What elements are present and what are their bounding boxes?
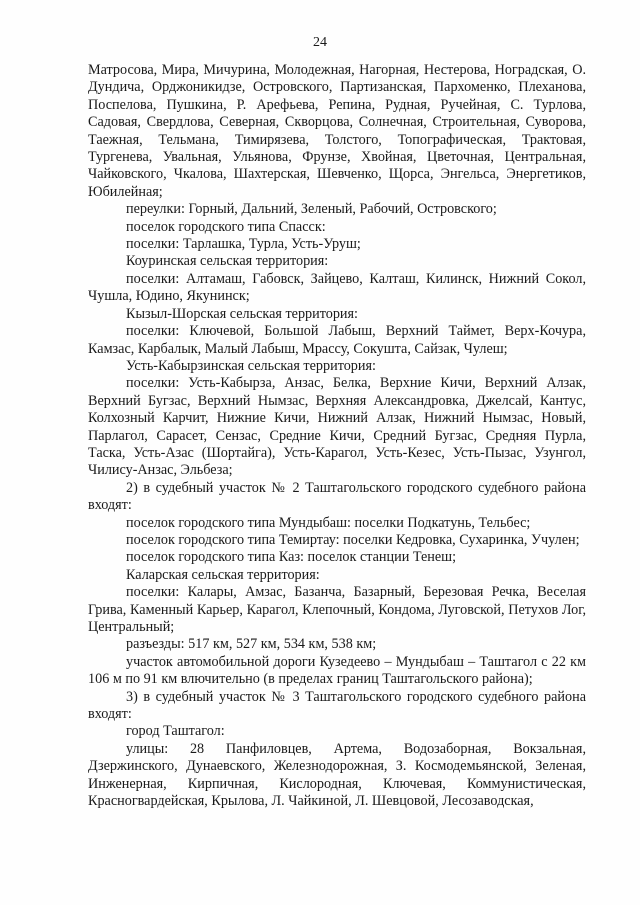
paragraph: Кызыл-Шорская сельская территория:: [126, 305, 358, 322]
paragraph: поселки: Калары, Амзас, Базанча, Базарный, Березовая Речка, Веселая Грива, Каменный Карьер, Карагол, Клепочный, Кондома, Луговской, Петухов Лог, Центральный;: [88, 584, 586, 635]
paragraph: Коуринская сельская территория:: [126, 253, 329, 270]
paragraph: город Таштагол:: [126, 723, 225, 740]
paragraph: участок автомобильной дороги Кузедеево – Мундыбаш – Таштагол с 22 км 106 м по 91 км влючительно (в пределах границ Таштагольского района);: [88, 653, 586, 688]
paragraph: поселок городского типа Каз: поселок станции Тенеш;: [126, 549, 457, 566]
paragraph: переулки: Горный, Дальний, Зеленый, Рабочий, Островского;: [126, 201, 497, 218]
paragraph: поселки: Ключевой, Большой Лабыш, Верхний Таймет, Верх-Кочура, Камзас, Карбалык, Малый Лабыш, Мрассу, Сокушта, Сайзак, Чулеш;: [88, 323, 586, 357]
document-body: [88, 62, 586, 810]
paragraph: поселки: Тарлашка, Турла, Усть-Уруш;: [126, 236, 361, 253]
paragraph: поселки: Усть-Кабырза, Анзас, Белка, Верхние Кичи, Верхний Алзак, Верхний Бугзас, Верхний Нымзас, Верхняя Александровка, Джелсай, Кантус, Колхозный Карчит, Нижние Кичи, Нижний Алзак, Нижний Нымзас, Новый, Парлагол, Сарасет, Сензас, Средние Кичи, Средний Бугзас, Средняя Пурла, Таска, Усть-Азас (Шортайга), Усть-Карагол, Усть-Кезес, Усть-Пызас, Узунгол, Чилису-Анзас, Эльбеза;: [88, 375, 586, 479]
paragraph: разъезды: 517 км, 527 км, 534 км, 538 км;: [126, 636, 377, 653]
paragraph: поселок городского типа Мундыбаш: поселки Подкатунь, Тельбес;: [126, 514, 531, 531]
paragraph: поселок городского типа Спасск:: [126, 218, 326, 235]
page-number: 24: [313, 35, 327, 50]
paragraph: Матросова, Мира, Мичурина, Молодежная, Нагорная, Нестерова, Ноградская, О. Дундича, Орджоникидзе, Островского, Партизанская, Пархоменко, Плеханова, Поспелова, Пушкина, Р. Арефьева, Репина, Рудная, Ручейная, С. Турлова, Садовая, Свердлова, Северная, Скворцова, Солнечная, Строительная, Суворова, Таежная, Тельмана, Тимирязева, Толстого, Топографическая, Трактовая, Тургенева, Увальная, Ульянова, Фрунзе, Хвойная, Цветочная, Центральная, Чайковского, Чкалова, Шахтерская, Шевченко, Щорса, Энгельса, Энергетиков, Юбилейная;: [88, 62, 586, 200]
paragraph: 3) в судебный участок № 3 Таштагольского городского судебного района входят:: [88, 688, 586, 723]
paragraph: 2) в судебный участок № 2 Таштагольского городского судебного района входят:: [88, 479, 586, 514]
paragraph: поселки: Алтамаш, Габовск, Зайцево, Калташ, Килинск, Нижний Сокол, Чушла, Юдино, Якунинск;: [88, 270, 586, 305]
paragraph: улицы: 28 Панфиловцев, Артема, Водозаборная, Вокзальная, Дзержинского, Дунаевского, Железнодорожная, З. Космодемьянской, Зеленая, Инженерная, Кирпичная, Кислородная, Ключевая, Коммунистическая, Красногвардейская, Крылова, Л. Чайкиной, Л. Шевцовой, Лесозаводская,: [88, 740, 586, 810]
paragraph: Каларская сельская территория:: [126, 566, 320, 583]
paragraph: поселок городского типа Темиртау: поселки Кедровка, Сухаринка, Учулен;: [126, 531, 580, 548]
paragraph: Усть-Кабырзинская сельская территория:: [126, 357, 376, 374]
